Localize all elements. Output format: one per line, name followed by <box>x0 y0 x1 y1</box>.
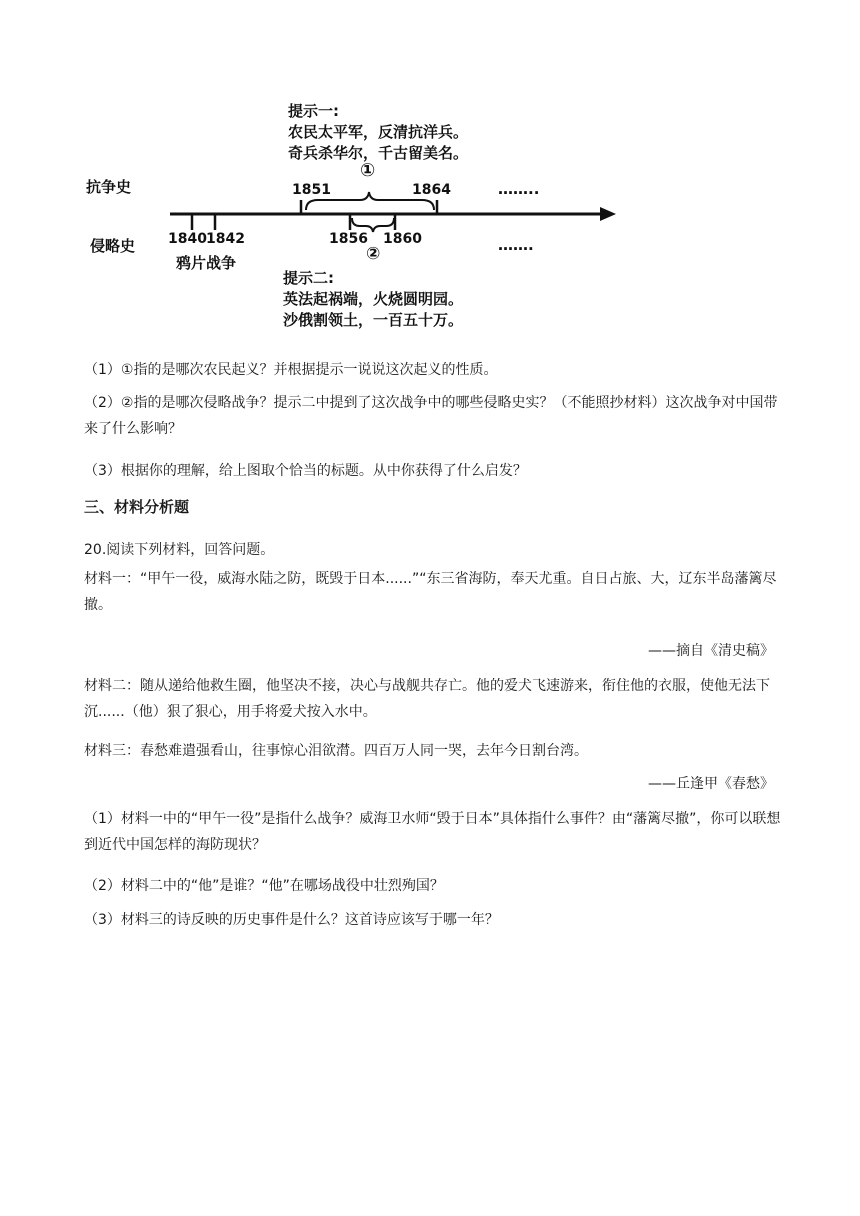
hint1-title: 提示一: <box>288 102 339 120</box>
hint2-line2: 沙俄割领土，一百五十万。 <box>283 311 464 329</box>
year-1840: 1840 <box>168 231 207 247</box>
dots-top: …….. <box>498 180 540 198</box>
timeline-axis <box>0 0 860 340</box>
brace-bottom <box>352 218 394 232</box>
section-title: 三、材料分析题 <box>84 498 190 516</box>
question-20-2: （2）材料二中的“他”是谁？“他”在哪场战役中壮烈殉国？ <box>84 878 444 894</box>
question-20-prompt: 20.阅读下列材料，回答问题。 <box>84 542 275 558</box>
material-1: 材料一：“甲午一役，威海水陆之防，既毁于日本......”“东三省海防，奉天尤重。自日占旅、大，辽东半岛藩篱尽撤。 <box>84 571 777 613</box>
source-3: ——丘逢甲《春愁》 <box>648 776 774 792</box>
opium-war-label: 鸦片战争 <box>176 254 237 272</box>
arrow-head <box>600 207 616 221</box>
material-3: 材料三：春愁难遣强看山，往事惊心泪欲潸。四百万人同一哭，去年今日割台湾。 <box>84 743 588 759</box>
hint1-line2: 奇兵杀华尔，千古留美名。 <box>288 144 469 162</box>
year-1851: 1851 <box>292 182 331 198</box>
hint2-title: 提示二: <box>283 269 334 287</box>
dots-bottom: ……. <box>498 236 534 254</box>
marker-2: ② <box>366 244 381 264</box>
hint1-line1: 农民太平军，反清抗洋兵。 <box>288 123 469 141</box>
row-label-aggression: 侵略史 <box>90 237 136 255</box>
year-1856: 1856 <box>329 231 368 247</box>
question-20-1: （1）材料一中的“甲午一役”是指什么战争？威海卫水师“毁于日本”具体指什么事件？由“藩篱尽撤”，你可以联想到近代中国怎样的海防现状？ <box>84 811 781 853</box>
year-1864: 1864 <box>412 182 451 198</box>
question-20-3: （3）材料三的诗反映的历史事件是什么？这首诗应该写于哪一年？ <box>84 912 499 928</box>
row-label-resistance: 抗争史 <box>86 178 132 196</box>
question-19-1: （1）①指的是哪次农民起义？并根据提示一说说这次起义的性质。 <box>84 362 498 378</box>
year-1860: 1860 <box>383 231 422 247</box>
question-19-2: （2）②指的是哪次侵略战争？提示二中提到了这次战争中的哪些侵略史实？（不能照抄材料）这次战争对中国带来了什么影响？ <box>84 395 778 437</box>
year-1842: 1842 <box>206 231 245 247</box>
question-19-3: （3）根据你的理解，给上图取个恰当的标题。从中你获得了什么启发？ <box>84 463 527 479</box>
marker-1: ① <box>360 160 376 181</box>
hint2-line1: 英法起祸端，火烧圆明园。 <box>283 290 464 308</box>
material-2: 材料二：随从递给他救生圈，他坚决不接，决心与战舰共存亡。他的爱犬飞速游来，衔住他的衣服，使他无法下沉......（他）狠了狠心，用手将爱犬按入水中。 <box>84 678 770 720</box>
source-1: ——摘自《清史稿》 <box>648 643 774 659</box>
brace-top <box>306 192 434 210</box>
